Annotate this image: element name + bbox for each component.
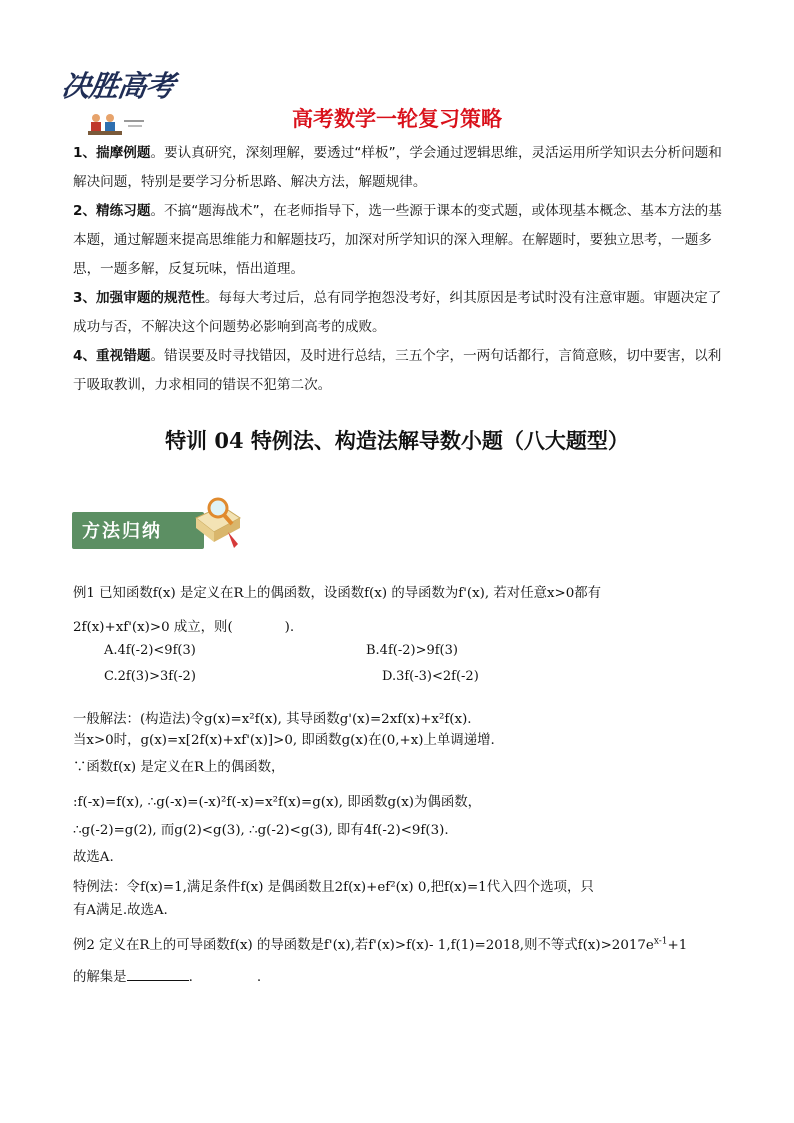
example2-tail: +1 [667, 938, 688, 953]
example2-statement-cont [73, 966, 261, 985]
strategy-paragraph-3 [73, 284, 731, 342]
option-a: A.4f(-2)<9f(3) [104, 643, 196, 658]
example1-statement: 例1 已知函数f(x) 是定义在R上的偶函数，设函数f(x) 的导函数为f'(x), 若对任意x>0都有 [73, 586, 602, 601]
special-case-method-2: 有A满足.故选A. [73, 903, 168, 918]
example1-paren-close: ). [284, 620, 295, 635]
banner-label: 方法归纳 [82, 521, 162, 542]
solution-line-6: 故选A. [73, 850, 114, 865]
strategy-paragraph-2 [73, 197, 731, 284]
strategy-body-2: 。不搞“题海战术”，在老师指导下，选一些源于课本的变式题，或体现基本概念、基本方法的基本题，通过解题来提高思维能力和解题技巧，加深对所学知识的深入理解。在解题时，要独立思考，一题多思，一题多解，反复玩味，悟出道理。 [73, 203, 722, 277]
option-c: C.2f(3)>3f(-2) [104, 669, 196, 684]
example2-solution-set-label: 的解集是 [73, 970, 127, 985]
solution-line-2: 当x>0时，g(x)=x[2f(x)+xf'(x)]>0, 即函数g(x)在(0,+x)上单调递增. [73, 733, 495, 748]
strategy-body-4: 。错误要及时寻找错因，及时进行总结，三五个字，一两句话都行，言简意赅，切中要害，以利于吸取教训，力求相同的错误不犯第二次。 [73, 348, 722, 393]
example2-trailing-dot: . [256, 970, 262, 985]
example1-condition: 2f(x)+xf'(x)>0 成立，则( [73, 620, 233, 635]
example2-exponent: x-1 [653, 936, 668, 947]
special-case-method-1: 特例法：令f(x)=1,满足条件f(x) 是偶函数且2f(x)+ef²(x) 0,把f(x)=1代入四个选项，只 [73, 880, 594, 895]
example2-period: . [188, 970, 193, 985]
section-title: 特训 04 特例法、构造法解导数小题（八大题型） [165, 428, 629, 453]
solution-line-1: 一般解法：(构造法)令g(x)=x²f(x), 其导函数g'(x)=2xf(x)+x²f(x). [73, 712, 472, 727]
solution-line-4: :f(-x)=f(x), ∴g(-x)=(-x)²f(-x)=x²f(x)=g(x), 即函数g(x)为偶函数， [73, 795, 481, 810]
example2-statement [73, 934, 687, 953]
option-b: B.4f(-2)>9f(3) [366, 643, 458, 658]
strategy-head-3: 3、加强审题的规范性 [73, 290, 205, 306]
strategy-body-3: 。每每大考过后，总有同学抱怨没考好，纠其原因是考试时没有注意审题。审题决定了成功与否，不解决这个问题势必影响到高考的成败。 [73, 290, 722, 335]
solution-line-5: ∴g(-2)=g(2), 而g(2)<g(3), ∴g(-2)<g(3), 即有4f(-2)<9f(3). [73, 823, 449, 838]
strategy-paragraph-4 [73, 342, 731, 400]
strategy-body-1: 。要认真研究，深刻理解，要透过“样板”，学会通过逻辑思维，灵活运用所学知识去分析问题和解决问题，特别是要学习分析思路、解决方法，解题规律。 [73, 145, 722, 190]
answer-underline [127, 968, 189, 981]
solution-line-3: ∵函数f(x) 是定义在R上的偶函数， [73, 760, 285, 775]
example1-statement-cont [73, 616, 294, 635]
strategy-head-1: 1、揣摩例题 [73, 145, 151, 161]
example2-text: 例2 定义在R上的可导函数f(x) 的导函数是f'(x),若f'(x)>f(x)- 1,f(1)=2018,则不等式f(x)>2017e [73, 938, 654, 953]
strategy-head-2: 2、精练习题 [73, 203, 151, 219]
strategy-head-4: 4、重视错题 [73, 348, 151, 364]
logo-text: 决胜高考 [59, 69, 177, 103]
book-magnifier-icon [188, 492, 244, 552]
document-title: 高考数学一轮复习策略 [292, 107, 502, 131]
strategy-paragraph-1 [73, 139, 731, 197]
method-banner [72, 492, 244, 554]
option-d: D.3f(-3)<2f(-2) [382, 669, 479, 684]
